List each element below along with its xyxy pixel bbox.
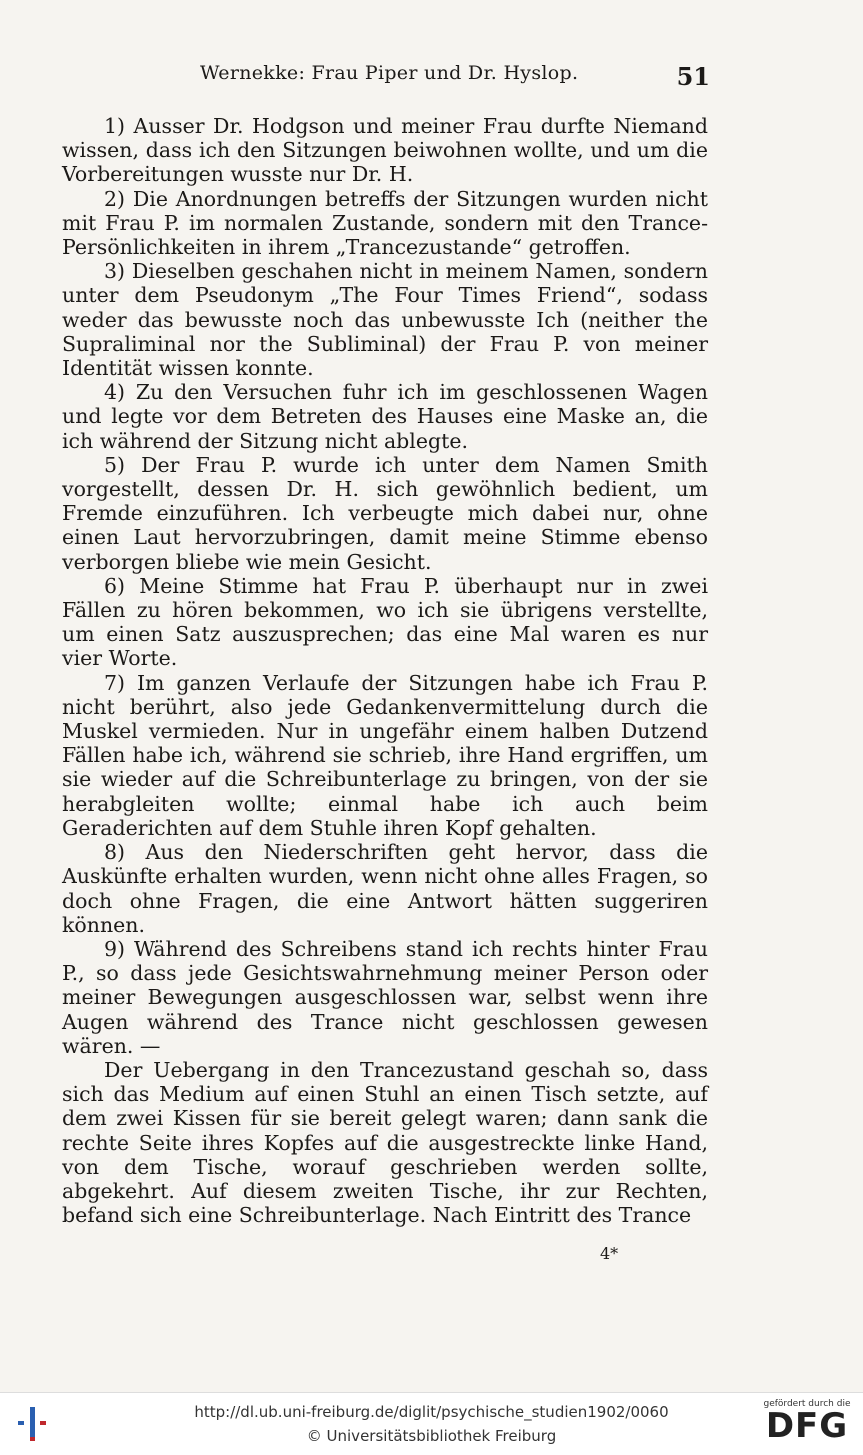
- paragraph-2: 2) Die Anordnungen betreffs der Sitzungen wurden nicht mit Frau P. im normalen Zustande, sondern mit den Trance-Persönlichkeiten in ihrem „Trancezustande“ getroffen.: [62, 186, 708, 260]
- dfg-logo: [759, 1399, 855, 1449]
- paragraph-9: 9) Während des Schreibens stand ich rechts hinter Frau P., so dass jede Gesichtswahrnehmung meiner Person oder meiner Bewegungen ausgeschlossen war, selbst wenn ihre Augen während des Trance nicht geschlossen gewesen wären. —: [62, 936, 708, 1058]
- dfg-mark: DFG: [765, 1406, 849, 1446]
- paragraph-1: 1) Ausser Dr. Hodgson und meiner Frau durfte Niemand wissen, dass ich den Sitzungen beiwohnen wollte, und um die Vorbereitungen wusste nur Dr. H.: [62, 114, 708, 187]
- body-text: [62, 114, 708, 1227]
- paragraph-6: 6) Meine Stimme hat Frau P. überhaupt nur in zwei Fällen zu hören bekommen, wo ich sie übrigens verstellte, um einen Satz auszusprechen; das eine Mal waren es nur vier Worte.: [62, 573, 708, 671]
- page-number: 51: [676, 62, 710, 91]
- paragraph-8: 8) Aus den Niederschriften geht hervor, dass die Auskünfte erhalten wurden, wenn nicht ohne alles Fragen, so doch ohne Fragen, die eine Antwort hätten suggeriren können.: [62, 840, 708, 937]
- paragraph-3: 3) Dieselben geschahen nicht in meinem Namen, sondern unter dem Pseudonym „The Four Times Friend“, sodass weder das bewusste noch das unbewusste Ich (neither the Supraliminal nor the Subliminal) der Frau P. von meiner Identität wissen konnte.: [62, 259, 708, 381]
- viewer-footer: [0, 1392, 863, 1455]
- running-title: Wernekke: Frau Piper und Dr. Hyslop.: [200, 62, 579, 84]
- document-url-link[interactable]: http://dl.ub.uni-freiburg.de/diglit/psychische_studien1902/0060: [194, 1403, 669, 1421]
- paragraph-5: 5) Der Frau P. wurde ich unter dem Namen Smith vorgestellt, dessen Dr. H. sich gewöhnlich bedient, um Fremde einzuführen. Ich verbeugte mich dabei nur, ohne einen Laut hervorzubringen, damit meine Stimme ebenso verborgen bliebe wie mein Gesicht.: [62, 452, 708, 574]
- paragraph-4: 4) Zu den Versuchen fuhr ich im geschlossenen Wagen und legte vor dem Betreten des Hauses eine Maske an, die ich während der Sitzung nicht ablegte.: [62, 380, 708, 453]
- funding-note: gefördert durch die: [763, 1399, 851, 1409]
- copyright-notice: © Universitätsbibliothek Freiburg: [306, 1427, 557, 1445]
- paragraph-7: 7) Im ganzen Verlaufe der Sitzungen habe ich Frau P. nicht berührt, also jede Gedankenvermittelung durch die Muskel vermieden. Nur in ungefähr einem halben Dutzend Fällen habe ich, während sie schrieb, ihre Hand ergriffen, um sie wieder auf die Schreibunterlage zu bringen, von der sie herabgleiten wollte; einmal habe ich auch beim Geraderichten auf dem Stuhle ihren Kopf gehalten.: [62, 670, 708, 840]
- paragraph-10: Der Uebergang in den Trancezustand geschah so, dass sich das Medium auf einen Stuhl an einen Tisch setzte, auf dem zwei Kissen für sie bereit gelegt waren; dann sank die rechte Seite ihres Kopfes auf die ausgestreckte linke Hand, von dem Tische, worauf geschrieben werden sollte, abgekehrt. Auf diesem zweiten Tische, ihr zur Rechten, befand sich eine Schreibunterlage. Nach Eintritt des Trance: [62, 1057, 708, 1228]
- signature-mark: 4*: [600, 1244, 619, 1263]
